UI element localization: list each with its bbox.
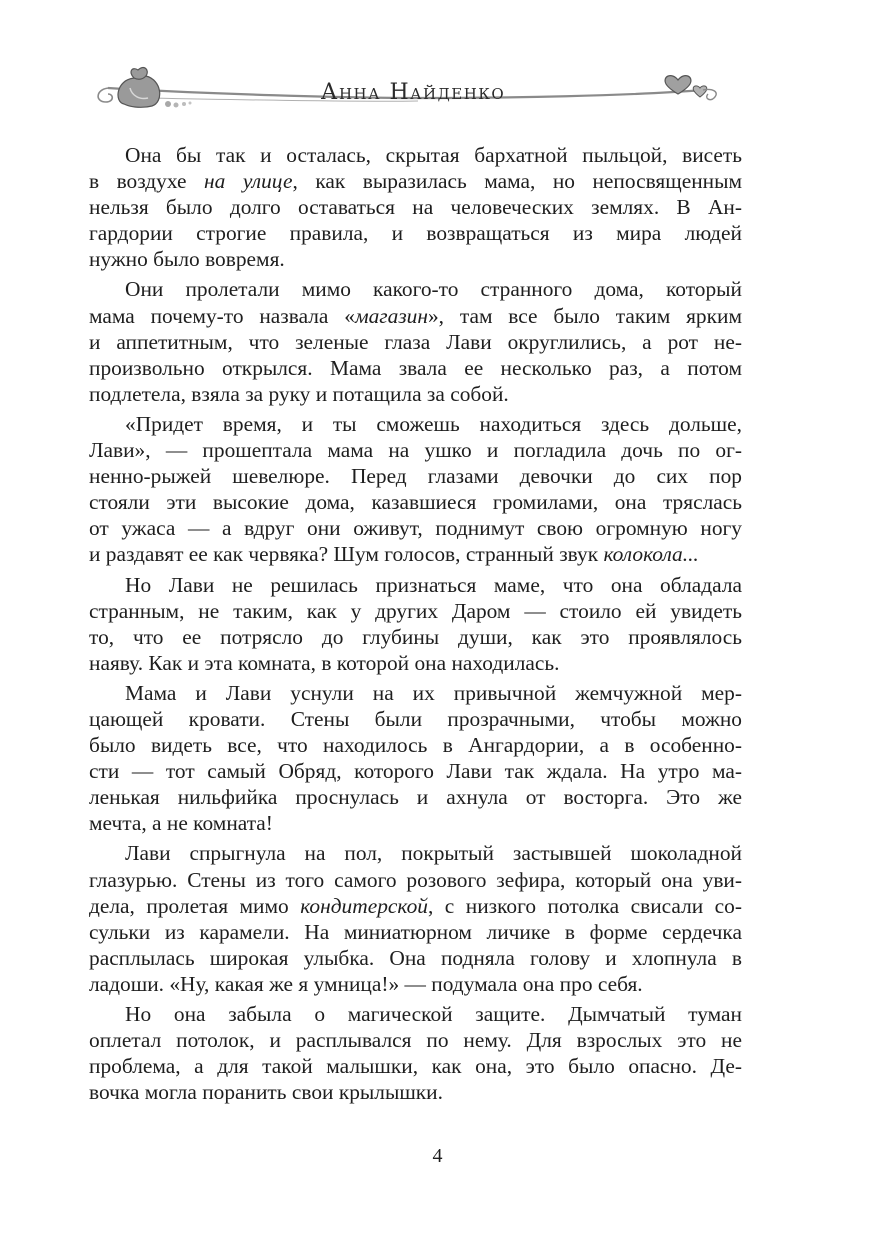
text-line: Лави спрыгнула на пол, покрытый застывшей шоколадной xyxy=(125,841,742,866)
text-line: Лави», — прошептала мама на ушко и погладила дочь по ог- xyxy=(89,438,742,463)
text-line: Она бы так и осталась, скрытая бархатной пыльцой, висеть xyxy=(125,143,742,167)
text-line: наяву. Как и эта комната, в которой она находилась. xyxy=(89,650,560,675)
text-line: оплетал потолок, и расплывался по нему. Для взрослых это не xyxy=(89,1028,742,1053)
text-line: расплылась широкая улыбка. Она подняла голову и хлопнула в xyxy=(89,945,742,970)
paragraph xyxy=(89,680,742,837)
text-line: нужно было вовремя. xyxy=(89,247,285,272)
text-line: цающей кровати. Стены были прозрачными, чтобы можно xyxy=(89,706,742,731)
author-name: Анна Найденко xyxy=(320,80,506,105)
text-line: было видеть все, что находилось в Ангардории, а в особенно- xyxy=(89,733,742,758)
text-line: Они пролетали мимо какого-то странного дома, который xyxy=(125,277,742,302)
text-line: дела, пролетая мимо кондитерской, с низкого потолка свисали со- xyxy=(89,893,742,918)
text-line: глазурью. Стены из того самого розового зефира, который она уви- xyxy=(89,867,742,892)
text-line: ленькая нильфийка проснулась и ахнула от восторга. Это же xyxy=(89,785,742,810)
text-line: мама почему-то назвала «магазин», там все было таким ярким xyxy=(89,303,742,328)
text-line: сти — тот самый Обряд, которого Лави так ждала. На утро ма- xyxy=(89,759,742,784)
paragraph xyxy=(89,572,742,676)
paragraph xyxy=(89,142,742,272)
text-line: мечта, а не комната! xyxy=(89,811,273,836)
text-line: странным, не таким, как у других Даром — стоило ей увидеть xyxy=(89,598,742,623)
page-number: 4 xyxy=(432,1145,443,1167)
text-line: нельзя было долго оставаться на человеческих землях. В Ан- xyxy=(89,195,742,220)
text-line: Но она забыла о магической защите. Дымчатый туман xyxy=(125,1002,742,1026)
text-line: сульки из карамели. На миниатюрном личике в форме сердечка xyxy=(89,919,742,944)
text-line: произвольно открылся. Мама звала ее несколько раз, а потом xyxy=(89,355,742,380)
paragraph xyxy=(89,411,742,568)
text-line: вочка могла поранить свои крылышки. xyxy=(89,1080,443,1105)
text-line: стояли эти высокие дома, казавшиеся громилами, она тряслась xyxy=(89,490,742,515)
paragraph xyxy=(89,1001,742,1105)
paragraph xyxy=(89,276,742,406)
text-line: ненно-рыжей шевелюре. Перед глазами девочки до сих пор xyxy=(89,464,742,489)
paragraph xyxy=(89,840,742,997)
text-line: подлетела, взяла за руку и потащила за собой. xyxy=(89,381,509,406)
text-line: Но Лави не решилась признаться маме, что она обладала xyxy=(125,572,742,597)
text-line: ладоши. «Ну, какая же я умница!» — подумала она про себя. xyxy=(89,971,643,996)
text-line: в воздухе на улице, как выразилась мама, но непосвященным xyxy=(89,169,743,194)
text-line: проблема, а для такой малышки, как она, это было опасно. Де- xyxy=(89,1054,742,1079)
text-line: Мама и Лави уснули на их привычной жемчужной мер- xyxy=(125,680,742,705)
text-line: и раздавят ее как червяка? Шум голосов, странный звук колокола... xyxy=(89,542,699,567)
text-line: от ужаса — а вдруг они оживут, поднимут свою огромную ногу xyxy=(89,516,742,541)
text-line: «Придет время, и ты сможешь находиться здесь дольше, xyxy=(125,411,742,436)
text-line: то, что ее потрясло до глубины души, как это проявлялось xyxy=(89,624,742,649)
body-text xyxy=(89,142,742,1109)
text-line: гардории строгие правила, и возвращаться из мира людей xyxy=(89,221,742,246)
text-line: и аппетитным, что зеленые глаза Лави округлились, а рот не- xyxy=(89,329,742,354)
running-header xyxy=(88,58,738,118)
